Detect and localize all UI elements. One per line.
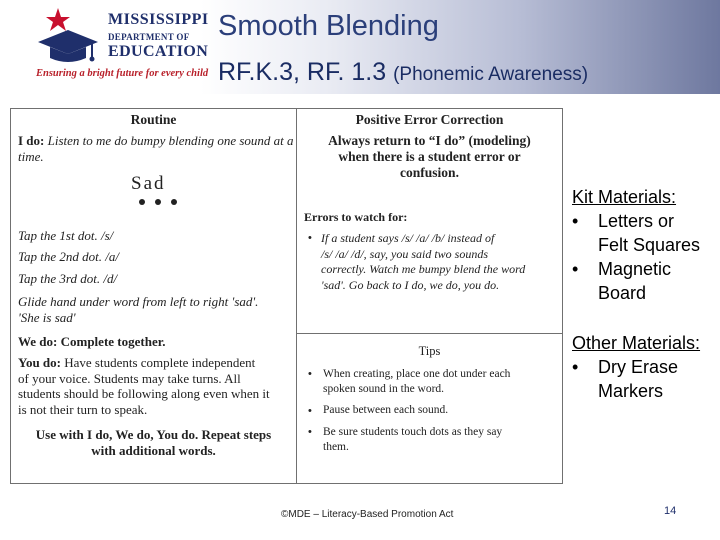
- other-item-dry-erase: Dry Erase: [598, 357, 679, 377]
- kit-item-letters: Letters or: [598, 211, 675, 231]
- kit-item-magnetic: Magnetic: [598, 259, 672, 279]
- slide-subtitle: [218, 58, 588, 87]
- kit-bullet-1: •: [572, 211, 579, 231]
- error-correction-heading: Positive Error Correction: [355, 112, 504, 127]
- subtitle-topic: (Phonemic Awareness): [393, 64, 589, 85]
- other-heading: Other Materials:: [572, 333, 701, 353]
- routine-heading: Routine: [130, 112, 177, 127]
- tips-divider: [296, 333, 562, 334]
- glide-sentence: 'She is sad': [18, 310, 76, 325]
- tap-step-1: Tap the 1st dot. /s/: [18, 228, 114, 243]
- tip-bullet-3: •: [308, 426, 312, 438]
- i-do-text: I do: Listen to me do bumpy blending one sound at a time.: [18, 133, 294, 164]
- tap-step-2: Tap the 2nd dot. /a/: [18, 249, 120, 264]
- error-bullet: •: [308, 232, 312, 244]
- tap-step-3: Tap the 3rd dot. /d/: [18, 271, 118, 286]
- example-word: Sad: [131, 173, 166, 194]
- other-item-markers: Markers: [598, 381, 664, 401]
- routine-card-image: [10, 108, 563, 484]
- use-with-text: Use with I do, We do, You do. Repeat steps with additional words.: [35, 427, 272, 458]
- errors-heading: Errors to watch for:: [304, 210, 408, 224]
- logo-line-mississippi: MISSISSIPPI: [108, 11, 209, 28]
- graduation-cap-star-icon: [34, 6, 100, 66]
- glide-step: Glide hand under word from left to right 'sad'.: [18, 294, 259, 309]
- tips-heading: Tips: [418, 344, 441, 358]
- error-example-text: If a student says /s/ /a/ /b/ instead of /s/ /a/ /d/, say, you said two sounds correctly. Watch me bumpy blend the word 'sad'. Go back to I do, we do, you do.: [321, 231, 526, 292]
- we-do-text: We do: Complete together.: [18, 334, 166, 349]
- other-bullet: •: [572, 357, 579, 377]
- standards-code: RF.K.3, RF. 1.3: [218, 58, 394, 86]
- page-number: 14: [664, 505, 677, 517]
- mde-logo: [28, 6, 218, 90]
- you-do-text: You do: Have students complete independent of your voice. Students may take turns. All students should be following along even when it is not their turn to speak.: [18, 355, 270, 417]
- logo-tagline: Ensuring a bright future for every child: [36, 68, 209, 79]
- logo-line-department: DEPARTMENT OF: [108, 32, 190, 42]
- tip-bullet-1: •: [308, 368, 312, 380]
- kit-item-board: Board: [598, 283, 647, 303]
- tip-3: Be sure students touch dots as they say them.: [323, 426, 503, 453]
- always-return-text: Always return to “I do” (modeling) when there is a student error or confusion.: [328, 133, 531, 180]
- logo-line-education: EDUCATION: [108, 43, 209, 60]
- kit-heading: Kit Materials:: [572, 187, 677, 207]
- sound-dots: [135, 197, 185, 211]
- kit-bullet-2: •: [572, 259, 579, 279]
- footer-copyright: ©MDE – Literacy-Based Promotion Act: [281, 509, 454, 520]
- tip-bullet-2: •: [308, 405, 312, 417]
- kit-item-felt: Felt Squares: [598, 235, 701, 255]
- slide-title: Smooth Blending: [218, 10, 439, 42]
- tip-1: When creating, place one dot under each spoken sound in the word.: [323, 368, 511, 395]
- tip-2: Pause between each sound.: [323, 404, 449, 416]
